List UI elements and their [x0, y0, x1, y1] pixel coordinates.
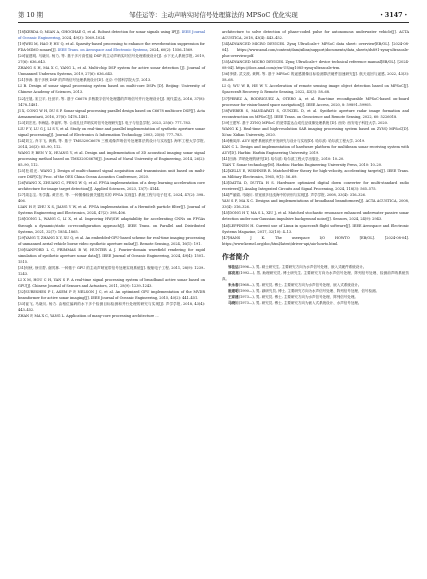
reference-text: [24]刘立, 肖宇飞, 黄鹤, 等. 基于 TMS320C6678 三维成像声呐信号处理算法的设计与实现[J]. 海军工程大学学报, 2014, 26(3): 85–90, 112. — [18, 138, 205, 149]
reference-text: [36]李倩, 武文波, 黄辉, 等. 基于 MPSoC 的遥感图像目标检测算法硬件加速研究[J]. 航天返回与遥感, 2022, 43(3): 58–68. — [222, 72, 409, 83]
reference-text: [35]ADVANCED MICRO DEVICES. Zynq UltraScale+ device technical reference manual[EB/OL]. [2024-08-04]. https://docs.amd.com/r/en-US/ug1085-zynq-ultrascale-trm. — [222, 60, 409, 71]
reference-text: [21]李涛. 基于多核 DSP 的声呐信号处理系统设计[D]. 北京: 中国科学院大学, 2013. — [18, 78, 152, 83]
reference-text: architecture to solve detection of phase-coded pulse for autonomous underwater vehicle[J]. ACTA ACUSTICA, 2018, 43(4): 443–452. — [222, 30, 409, 41]
author-name: 朱永春 — [228, 282, 239, 287]
reference-text: [20]崔建明, 马晓川, 杨力, 等. 基于多片高性能 DSP 的主动声呐实时信号处理系统设计[J]. 水下无人系统学报, 2019, 27(6): 636–643. — [18, 54, 205, 65]
reference-text: WANG P, BEN Y X, HUANG Y, et al. Design and implementation of 3D acoustical imaging sonar signal processing method based on TMS320C6678[J]. Journal of Naval University of Engineering, 2014, 26(2): 85–90, 112. — [18, 150, 205, 168]
reference-entry — [18, 150, 205, 168]
reference-text: [42]KELLY E, WISHNER R. Matched-filter theory for high-velocity, accelerating targets[J]. IEEE Trans. on Military Electronics, 1965, 9(1): 56–69. — [222, 169, 409, 180]
reference-text: LIU F Y, LU G J, LI S Y, et al. Study on real-time and parallel implementation of synthetic aperture sonar signal processing[J]. Journal of Electronics & Information Technology, 2003, 25(6): 777–783. — [18, 126, 205, 137]
issue-number: 第 10 期 — [18, 11, 43, 19]
reference-text: [19]WEI M, HAO P, HU Q, et al. Sparsity-based processing to enhance the reverberation suppression for FDA-MIMO sonars[J]. — [18, 42, 205, 53]
author-bio — [222, 300, 409, 306]
reference-text: [45]DONG H T, MA S L, XIU J, et al. Matched stochastic resonance enhanced underwater passive sonar detection under non-Gaussian impulsive background noise[J]. Sensors, 2024, 24(9): 2943. — [222, 211, 409, 222]
reference-text: WANG K J. Real-time and high-resolution SAR imaging processing system based on ZYNQ MPSoC[D]. Xi'an: Xidian University, 2020. — [222, 126, 409, 137]
reference-text: LI X M, HOU C H, YAN S F. A real-time signal processing system of broadband active sonar based on GPU[J]. Chinese Journal of Sensors and Actuators, 2011, 28(9): 1239–1243. — [18, 277, 205, 288]
reference-entry — [222, 71, 409, 83]
author-bio-text: (1990—), 男, 副研究员, 博士, 主要研究方向为水声信号处理、阵列信号处理、信号检测。 — [238, 288, 380, 293]
reference-text: [28]GONG L, WANG C, LI X, et al. Improving HW/SW adaptability for accelerating CNNs on FPGAs through a dynamic/static co-reconfiguration approach[J]. IEEE Trans. on Parallel and Distributed Systems, 2021, 32(7): 1854–1865. — [18, 217, 205, 234]
reference-text: [26]WANG X, ZHUANG C, FENG W Q, et al. FPGA implementation of a deep learning acceleration core architecture for image target detection[J]. Applied Sciences, 2023, 13(7): 4144. — [18, 181, 205, 192]
reference-text: [46]LEPPINEN H. Current use of Linux in spacecraft flight software[J]. IEEE Aerospace and Electronic Systems Magazine, 2017, 32(10): 4–13. — [222, 223, 409, 234]
reference-text: LIAN H F, ZHU X S, JIANG Y W, et al. FPGA implementation of a Hermitelt particle filter[J]. Journal of Systems Engineering and Electronics, 2024, 47(2): 398–406. — [18, 205, 205, 216]
author-name: 崔建明 — [228, 288, 239, 293]
reference-text: [43]DATTA D, DUTTA H S. Hardware optimized digital down converter for multi-standard radio receivers[J]. Analog Integrated Circuits and Signal Processing, 2024, 118(3): 565–575. — [222, 181, 409, 192]
reference-entry — [222, 59, 409, 71]
reference-entry — [18, 138, 205, 150]
reference-text: [47]HANS J K. The userspace I/O HOWTO [EB/OL]. [2024-08-04]. https://www.kernel.org/doc/html/latest/driver-api/uio-howto.html. — [222, 235, 409, 246]
reference-entry — [222, 168, 409, 180]
author-name: 邵亮亮 — [228, 270, 239, 275]
reference-entry — [222, 41, 409, 59]
reference-entry — [18, 29, 205, 41]
reference-entry — [222, 198, 409, 210]
reference-entry — [18, 301, 205, 313]
author-bio-heading: 作者简介 — [222, 252, 250, 261]
reference-text: LI B. Design of sonar signal processing system based on multi-core DSPs [D]. Beijing: University of Chinese Academy of Sciences, 2013. — [18, 84, 205, 95]
reference-entry — [18, 313, 205, 319]
reference-entry — [18, 41, 205, 53]
reference-text: [27]周志宝, 朱学鑫, 黄宏亮, 等. 一种图像检测关键技术的 FPGA 实现[J]. 系统工程与电子技术, 2024, 47(2): 398–406. — [18, 193, 205, 204]
reference-text: [40]赖凤萍. AUV 硬件系统软件开发研究与设计与实现[D]. 哈尔滨: 哈尔滨工程大学, 2019. — [222, 138, 366, 143]
reference-entry — [222, 235, 409, 247]
reference-text: JI X, CONG W H, DU S P. Sonar signal processing parallel design based on C6678 multicore DSP[J]. Acta Armamentarii, 2016, 37(8): 1478–1481. — [18, 108, 205, 119]
reference-entry — [222, 83, 409, 95]
reference-entry — [222, 223, 409, 235]
reference-text: , 2024, 49(3): 1069–1024 — [59, 36, 105, 41]
reference-text: [38]WEBER S, MANDAPATI S, GUNZEL D, et al. Synthetic aperture radar image formation and reconstruction on MPSoC[J]. IEEE Trans. on Geoscience and Remote Sensing, 2022, 60: 5226018. — [222, 108, 409, 119]
author-bio-text: (1973—), 男, 研究员, 博士, 主要研究方向为水声信号处理、阵列信号处理。 — [238, 294, 358, 299]
reference-entry — [222, 126, 409, 138]
author-bio — [222, 270, 409, 282]
reference-text: [32]SURESHES P I, ASEM P P, NELSON J C, et al. An optimized GPU implementation of the MVDR beamformer for active sonar imaging[J]. IEEE Journal of Oceanic Engineering, 2015, 40(2): 441–451. — [18, 290, 205, 301]
reference-entry — [18, 204, 205, 216]
reference-entry — [18, 96, 205, 108]
journal-name[interactable]: IEEE Journal of Oceanic Engineering — [18, 30, 205, 41]
reference-text: [41]田涛. 声呐处理的研究[D]. 哈尔滨: 哈尔滨工程大学出版社, 2010: 10–20. — [222, 156, 345, 161]
reference-text: YAN S F, MA X C. Designs and implementations of broadband beamformers[J]. ACTA ACUSTICA, 2008, 33(4): 316–326. — [222, 199, 409, 210]
journal-name[interactable]: IEEE Trans. on Aerospace and Electronic Systems — [57, 48, 148, 53]
reference-text: 现代雷达, 2016, 37(8): 1478–1481. — [18, 96, 205, 107]
reference-entry — [18, 235, 205, 247]
page-number: ・3147・ — [378, 11, 409, 19]
reference-text: [37]PEREZ A, RODRIGUEZ A, OTERO A, et al. Run-time reconfigurable MPSoC-based on-board processor for vision-based space navigation[J]. IEEE Access, 2020, 8: 59891–59905. — [222, 96, 409, 107]
reference-text: TIAN T. Sonar technology[M]. Harbin: Harbin Engineering University Press, 2010: 10–20. — [222, 163, 383, 168]
reference-entry — [18, 53, 205, 65]
reference-entry — [222, 210, 409, 222]
running-title: 邹佳运等：主动声呐实时信号处理算法的 MPSoC 优化实现 — [129, 11, 298, 19]
reference-entry — [18, 277, 205, 289]
reference-text: [39]王建军. 基于 ZYNQ MPSoC 的宽带雷达合成孔径成像处理系统 [D]. 西安: 西安电子科技大学, 2020. — [222, 120, 388, 125]
author-name: 邹佳运 — [228, 264, 239, 269]
reference-text: [30]SANFORD L C, FRIMMAS B W, HUNTER A J. Fourier-domain wavefield rendering for rapid simulation of synthetic aperture sonar data[J]. IEEE Journal of Oceanic Engineering, 2024, 49(4): 1501–1515. — [18, 247, 205, 264]
reference-text: ZHAN F, MA X C, YANG L. Application of many-core processing architecture ... — [18, 314, 159, 319]
reference-entry — [222, 144, 409, 156]
reference-entry — [222, 120, 409, 126]
reference-text: KAN C L. Design and implementation of hardware platform for multibeam sonar receiving system with AUV[D]. Harbin: Harbin Engineering University, 2019. — [222, 144, 409, 155]
reference-entry — [222, 108, 409, 120]
header-rule — [18, 22, 409, 23]
reference-text: LI Q, WU W B, HE W Y. Acceleration of remote sensing image object detection based on MPSoC[J]. Spacecraft Recovery & Remote Sensing, 2022, 43(3): 58–68. — [222, 84, 409, 95]
reference-entry — [18, 168, 205, 180]
reference-text: , 2024, 60(2): 1556–1569. — [147, 48, 194, 53]
reference-text: [44]严丽娟, 马晓川. 常宽被多径浅海中的识别与实现[J]. 声学学报, 2008, 33(4): 316–326. — [222, 193, 366, 198]
reference-entry — [18, 216, 205, 234]
reference-entry — [18, 120, 205, 126]
reference-text: [25]杜叔光. WANG J. Design of multi-channel signal acquisition and transmission unit based on multi-core DSP[C]// Proc. of the OES China Ocean Acoustics Conference, 2020. — [18, 169, 205, 180]
author-name: 马晓川 — [228, 300, 239, 305]
reference-text: [34]ADVANCED MICRO DEVICES. Zynq UltraScale+ MPSoC data sheet: overview[EB/OL]. [2024-08-04]. https://www.amd.com/content/dam/xilinx/support/documents/data_sheets/ds891-zynq-ultrascale-plus-overview.pdf. — [222, 42, 409, 59]
reference-entry — [18, 265, 205, 277]
reference-entry — [18, 83, 205, 95]
reference-text: [22]汪展, 宋卫平, 杜世平, 等. 基于 C6678 多核数字信号处理器的声呐信号并行处理设计[J]. — [18, 96, 167, 101]
reference-text: [33]崔飞, 马晓川, 杨力. 由相位编码的水下多个检测目标检测和并行处理的研究与实现[J]. 声学学报, 2018, 43(4): 443–452. — [18, 302, 205, 313]
reference-entry — [18, 192, 205, 204]
reference-text: [29]YANG T, ZHANG X Y, XU Q, et al. An embedded-GPU-based scheme for real-time imaging processing of unmanned aerial vehicle borne video synthetic aperture radar[J]. Remote Sensing, 2024, 16(1): 191. — [18, 235, 205, 246]
reference-entry — [18, 126, 205, 138]
reference-entry — [18, 65, 205, 77]
reference-entry — [18, 289, 205, 301]
reference-entry — [18, 180, 205, 192]
author-bio-text: (1973—), 男, 研究员, 博士, 主要研究方向为嵌入式系统设计、水声信号处理。 — [238, 300, 362, 305]
author-name: 王家建 — [228, 294, 239, 299]
reference-entry — [222, 29, 409, 41]
reference-entry — [18, 108, 205, 120]
reference-text: ZHANG S H, MA X C, YANG L, et al. Multi-chip DSP system for active sonar detection [J]. Journal of Unmanned Undersea Systems, 2019, 27(6): 636–643. — [18, 66, 205, 77]
reference-text: [18]KERDA O, MIAN A, GHOGHAE G, et al. Robust detection for sonar signals using IP[J]. — [18, 30, 182, 34]
page-header — [18, 10, 409, 22]
reference-entry — [18, 247, 205, 265]
author-bio-text: (1996—), 男, 硕士研究生, 主要研究方向为水声信号处理、嵌入式硬件系统设计。 — [238, 264, 367, 269]
references-right-column — [222, 29, 409, 306]
reference-entry — [222, 180, 409, 192]
author-bio-text: (1992—), 男, 助理研究员, 博士研究生, 主要研究方向为水声信号处理、阵列信号处理、检测前声呐系统仿真。 — [222, 270, 409, 281]
references-left-column — [18, 29, 205, 319]
reference-entry — [222, 96, 409, 108]
reference-text: [23]刘宏亮, 李海陆, 李福军, 等. 合成孔径声呐实时信号处理研究[J]. 电子与信息学报, 2023, 25(6): 777–783. — [18, 120, 192, 125]
author-bio-text: (1968—), 男, 研究员, 博士, 主要研究方向为水声信号处理、嵌入式系统设计。 — [238, 282, 362, 287]
reference-text: [31]何秋, 徐宗帮, 谢茂林. 一种基于 GPU 的主动声呐宽带信号处理实现系统[J]. 舰船电子工程, 2011, 28(9): 1239–1243. — [18, 265, 205, 276]
